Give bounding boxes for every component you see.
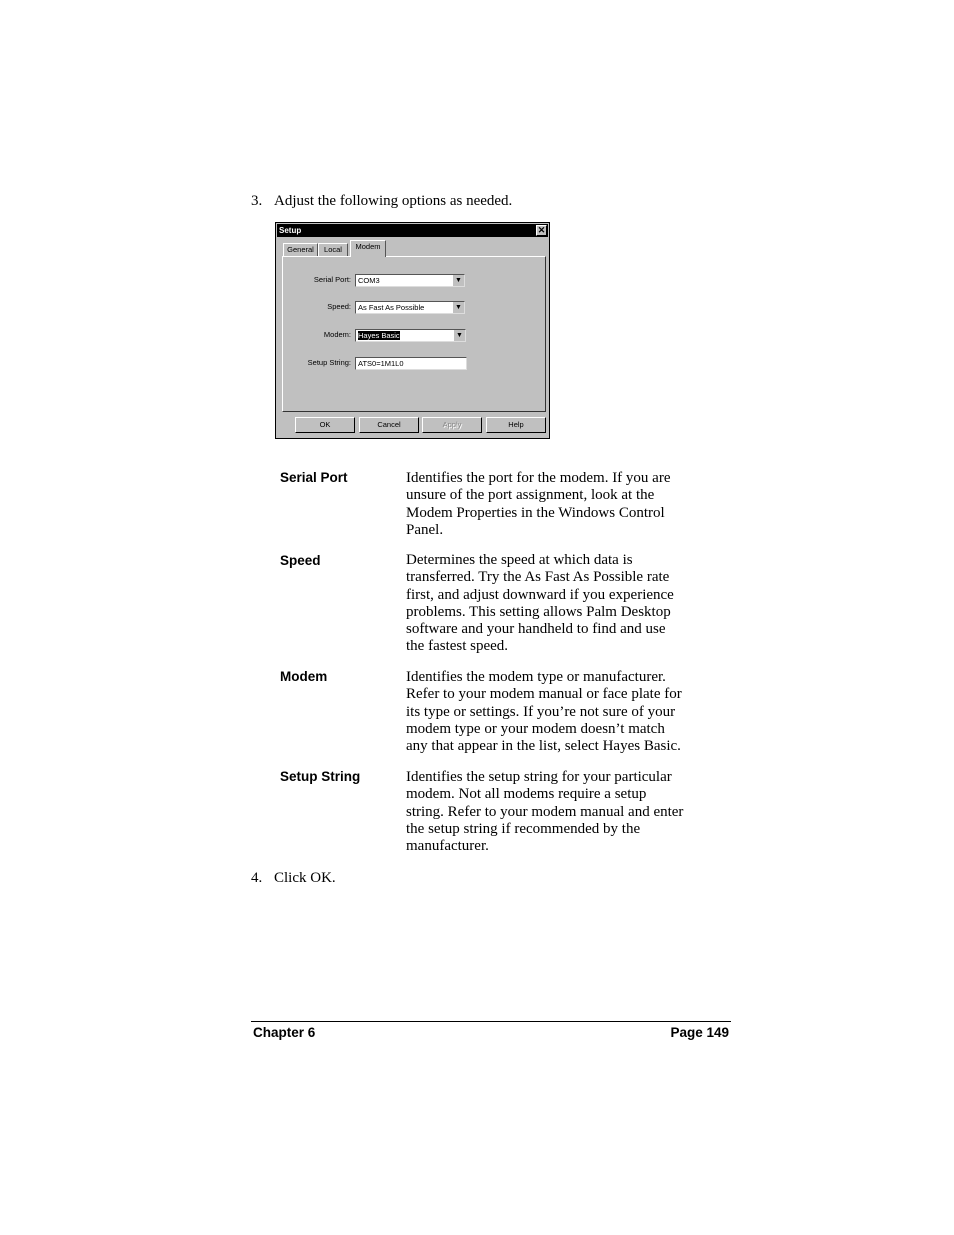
desc-line: problems. This setting allows Palm Desktop xyxy=(406,603,671,620)
speed-label: Speed: xyxy=(327,302,351,311)
desc-line: Determines the speed at which data is xyxy=(406,552,633,568)
desc-line: any that appear in the list, select Hayes Basic. xyxy=(406,738,681,755)
dialog-title: Setup xyxy=(279,226,302,235)
desc-line: the fastest speed. xyxy=(406,638,509,655)
desc-line: manufacturer. xyxy=(406,838,489,855)
step-3 xyxy=(251,192,512,210)
desc-line: Panel. xyxy=(406,521,444,538)
desc-line: modem type or your modem doesn’t match xyxy=(406,720,665,737)
step-number: 4. xyxy=(251,870,263,886)
close-icon[interactable]: ✕ xyxy=(537,225,546,235)
step-4 xyxy=(251,869,336,887)
desc-line: its type or settings. If you’re not sure of your xyxy=(406,703,676,720)
term-serial-port: Serial Port xyxy=(280,470,348,485)
step-number: 3. xyxy=(251,193,263,209)
dialog-titlebar xyxy=(277,224,548,237)
tab-panel-modem xyxy=(282,256,546,412)
desc-line: transferred. Try the As Fast As Possible rate xyxy=(406,569,670,586)
step-text: Click OK. xyxy=(274,870,336,886)
setup-dialog xyxy=(275,222,550,439)
modem-select[interactable] xyxy=(355,329,466,342)
serial-port-label: Serial Port: xyxy=(313,275,351,284)
desc-line: software and your handheld to find and use xyxy=(406,621,666,638)
setup-string-input[interactable]: ATS0=1M1L0 xyxy=(355,357,467,370)
tab-local[interactable]: Local xyxy=(318,243,348,256)
footer-rule xyxy=(251,1021,731,1022)
desc-setup-string xyxy=(406,769,731,855)
desc-line: first, and adjust downward if you experience xyxy=(406,586,674,603)
desc-line: unsure of the port assignment, look at the xyxy=(406,487,655,504)
term-speed: Speed xyxy=(280,553,321,568)
desc-line: Identifies the port for the modem. If you are xyxy=(406,470,671,486)
speed-select[interactable] xyxy=(355,301,465,314)
desc-line: Identifies the setup string for your particular xyxy=(406,769,672,785)
desc-line: Refer to your modem manual or face plate for xyxy=(406,686,682,703)
serial-port-select[interactable] xyxy=(355,274,465,287)
desc-line: string. Refer to your modem manual and enter xyxy=(406,803,684,820)
tab-modem[interactable]: Modem xyxy=(350,240,386,257)
chevron-down-icon[interactable]: ▼ xyxy=(452,302,464,313)
cancel-button[interactable]: Cancel xyxy=(359,417,419,433)
desc-line: modem. Not all modems require a setup xyxy=(406,786,647,803)
serial-port-value: COM3 xyxy=(358,276,380,285)
ok-button[interactable]: OK xyxy=(295,417,355,433)
desc-speed xyxy=(406,552,731,656)
chevron-down-icon[interactable]: ▼ xyxy=(453,330,465,341)
help-button[interactable]: Help xyxy=(486,417,546,433)
speed-value: As Fast As Possible xyxy=(358,303,425,312)
setup-string-label: Setup String: xyxy=(307,358,351,367)
desc-line: the setup string if recommended by the xyxy=(406,820,641,837)
desc-line: Modem Properties in the Windows Control xyxy=(406,504,665,521)
desc-modem xyxy=(406,669,731,755)
apply-button: Apply xyxy=(422,417,482,433)
step-text: Adjust the following options as needed. xyxy=(274,193,513,209)
footer-page-number: Page 149 xyxy=(670,1025,729,1040)
desc-serial-port xyxy=(406,470,731,539)
footer-chapter: Chapter 6 xyxy=(253,1025,316,1040)
chevron-down-icon[interactable]: ▼ xyxy=(452,275,464,286)
modem-label: Modem: xyxy=(323,330,351,339)
desc-line: Identifies the modem type or manufacturer. xyxy=(406,669,666,685)
tab-general[interactable]: General xyxy=(283,243,318,256)
term-setup-string: Setup String xyxy=(280,769,361,784)
term-modem: Modem xyxy=(280,669,328,684)
modem-value: Hayes Basic xyxy=(358,331,400,340)
